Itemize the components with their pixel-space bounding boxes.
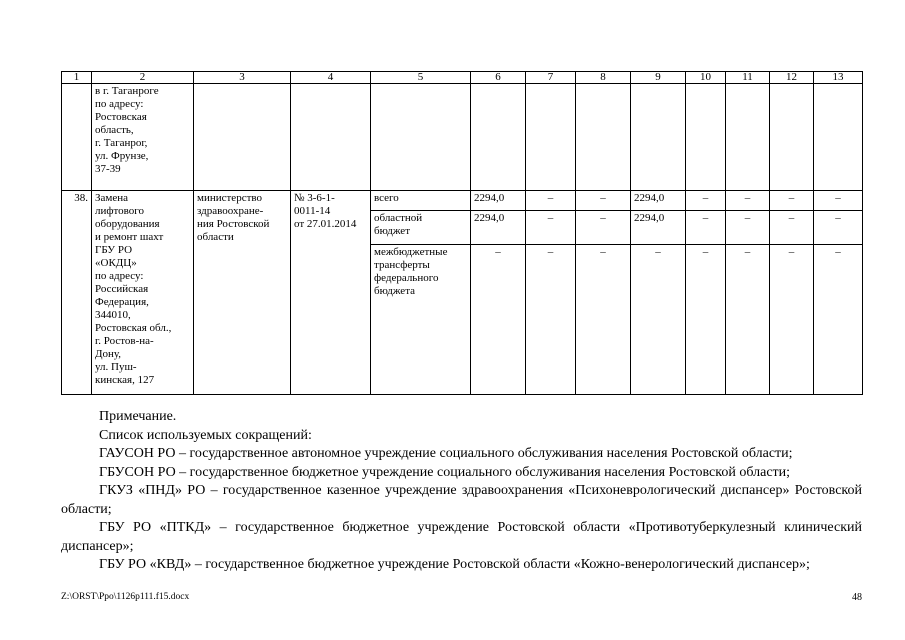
col-header: 4 xyxy=(291,72,371,84)
value-cell: – xyxy=(770,191,814,211)
abbreviation-item: ГАУСОН РО – государственное автономное учреждение социального обслуживания населения Ростовской области; xyxy=(99,446,793,461)
value-cell: – xyxy=(770,211,814,245)
col-header: 6 xyxy=(471,72,526,84)
row-number: 38. xyxy=(62,191,92,395)
funding-source: областной бюджет xyxy=(371,211,471,245)
value-cell: 2294,0 xyxy=(471,211,526,245)
funding-source: межбюджетные трансферты федерального бюджета xyxy=(371,245,471,395)
value-cell: 2294,0 xyxy=(631,211,686,245)
column-numbers-row xyxy=(62,72,863,84)
value-cell: – xyxy=(576,245,631,395)
abbreviation-item: ГБУ РО «ПТКД» – государственное бюджетное учреждение Ростовской области «Противотуберкулезный клинический диспансер»; xyxy=(61,520,862,554)
col-header: 13 xyxy=(814,72,863,84)
value-cell: – xyxy=(770,245,814,395)
col-header: 10 xyxy=(686,72,726,84)
value-cell: – xyxy=(726,191,770,211)
abbreviation-item: ГКУЗ «ПНД» РО – государственное казенное учреждение здравоохранения «Психоневрологический диспансер» Ростовской области; xyxy=(61,483,862,517)
col-header: 2 xyxy=(92,72,194,84)
abbreviation-item: ГБУСОН РО – государственное бюджетное учреждение социального обслуживания населения Ростовской области; xyxy=(99,464,791,480)
notes-section xyxy=(61,408,862,575)
col-header: 12 xyxy=(770,72,814,84)
value-cell: – xyxy=(576,211,631,245)
notes-subtitle: Список используемых сокращений: xyxy=(99,427,312,443)
abbreviation-item: ГБУ РО «КВД» – государственное бюджетное учреждение Ростовской области «Кожно-венерологический диспансер»; xyxy=(99,557,810,572)
col-header: 5 xyxy=(371,72,471,84)
funding-source: всего xyxy=(371,191,471,211)
value-cell: – xyxy=(814,191,863,211)
value-cell: – xyxy=(631,245,686,395)
value-cell: – xyxy=(686,211,726,245)
page-number: 48 xyxy=(852,592,862,603)
value-cell: – xyxy=(814,211,863,245)
value-cell: – xyxy=(726,245,770,395)
col-header: 11 xyxy=(726,72,770,84)
value-cell: 2294,0 xyxy=(631,191,686,211)
col-header: 1 xyxy=(62,72,92,84)
row-number xyxy=(62,84,92,191)
value-cell: – xyxy=(686,245,726,395)
value-cell: – xyxy=(686,191,726,211)
responsible-body: министерство здравоохране- ния Ростовской области xyxy=(194,191,291,395)
col-header: 3 xyxy=(194,72,291,84)
data-table xyxy=(61,71,863,395)
value-cell: – xyxy=(526,245,576,395)
value-cell: – xyxy=(471,245,526,395)
notes-title: Примечание. xyxy=(99,409,177,424)
table-row xyxy=(62,84,863,191)
value-cell: – xyxy=(576,191,631,211)
value-cell: – xyxy=(526,191,576,211)
table-row xyxy=(62,191,863,211)
value-cell: – xyxy=(726,211,770,245)
col-header: 7 xyxy=(526,72,576,84)
value-cell: 2294,0 xyxy=(471,191,526,211)
object-name: в г. Таганроге по адресу: Ростовская область, г. Таганрог, ул. Фрунзе, 37-39 xyxy=(92,84,194,191)
value-cell: – xyxy=(814,245,863,395)
col-header: 8 xyxy=(576,72,631,84)
file-path: Z:\ORST\Ppo\1126p111.f15.docx xyxy=(61,592,190,602)
value-cell: – xyxy=(526,211,576,245)
object-name: Замена лифтового оборудования и ремонт шахт ГБУ РО «ОКДЦ» по адресу: Российская Федерация, 344010, Ростовская обл., г. Ростов-на- Дону, ул. Пуш- кинская, 127 xyxy=(92,191,194,395)
document-ref: № 3-6-1- 0011-14 от 27.01.2014 xyxy=(291,191,371,395)
col-header: 9 xyxy=(631,72,686,84)
